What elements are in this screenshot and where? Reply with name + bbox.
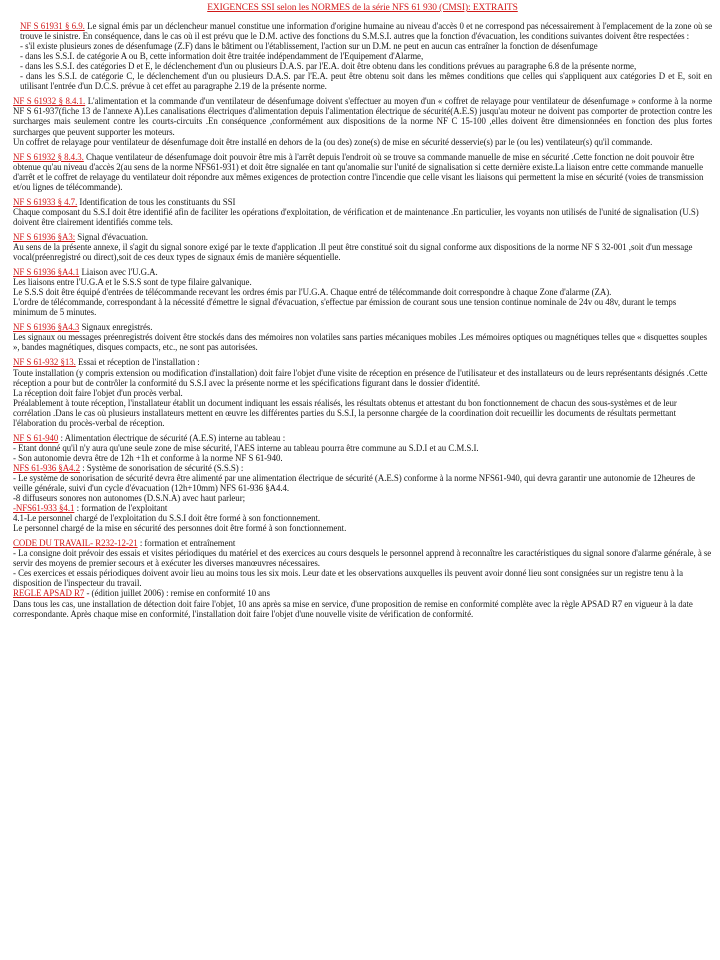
section-text: : formation de l'exploitant xyxy=(76,503,168,514)
section-text: Signaux enregistrés. xyxy=(81,322,153,333)
subsection-heading xyxy=(13,503,712,513)
section-body xyxy=(13,433,712,443)
section-body xyxy=(13,357,712,367)
list-item: - s'il existe plusieurs zones de désenfumage (Z.F) dans le bâtiment ou l'établissement, l'action sur un D.M. ne peut en aucun cas entraîner la fonction de désenfumage xyxy=(20,41,598,52)
section-extra: Au sens de la présente annexe, il s'agit du signal sonore exigé par le texte d'application .Il peut être constitué soit du signal conforme aux dispositions de la norme NF S 32-001 ,soit d'un message vocal(préenregistré ou direct),soit de ces deux types de signaux émis de manière séquentielle. xyxy=(13,241,693,263)
norm-reference: NF S 61933 § 4.7. xyxy=(13,196,78,207)
norm-reference: NF S 61932 § 8.4.3. xyxy=(13,151,84,162)
section-text: Liaison avec l'U.G.A. xyxy=(81,267,158,278)
list-item: Le S.S.S doit être équipé d'entrées de télécommande recevant les ordres émis par l'U.G.A. Chaque entré de télécommande doit correspondre à chaque Zone d'alarme (ZA). xyxy=(13,287,612,298)
section-nfs61933-4-7 xyxy=(13,197,712,227)
section-nfs61940 xyxy=(13,433,712,533)
list-item: -8 diffuseurs sonores non autonomes (D.S.N.A) avec haut parleur; xyxy=(13,493,246,504)
list-item: - Son autonomie devra être de 12h +1h et conforme à la norme NF S 61-940. xyxy=(13,452,283,463)
list-item: Les liaisons entre l'U.G.A et le S.S.S sont de type filaire galvanique. xyxy=(13,277,252,288)
section-text: Chaque ventilateur de désenfumage doit pouvoir être mis à l'arrêt depuis l'endroit où se trouve sa commande manuelle de mise en sécurité .Cette fonction ne doit pouvoir être obtenue qu'au niveau d'accès 2(au sens de la norme NFS61-931) et doit être signalée en tant qu'anomalie sur l'unité de signalisation si cette dernière existe.La liaison entre cette commande manuelle d'arrêt et le coffret de relayage du ventilateur doit répondre aux mêmes exigences de protection contre l'incendie que celle visant les liaisons qui permettent la mise en sécurité (voies de transmission et/ou lignes de télécommande). xyxy=(13,151,704,192)
norm-reference: NF S 61936 §A3: xyxy=(13,231,76,242)
section-text: L'alimentation et la commande d'un ventilateur de désenfumage doivent s'effectuer au moyen d'un « coffret de relayage pour ventilateur de désenfumage » conforme à la norme NF S 61-937(fiche 13 de l'annexe A).Les canalisations électriques d'alimentation depuis l'alimentation électrique de sécurité(A.E.S) jusqu'au moteur ne doivent pas comporter de protection contre les surcharges mais seulement contre les courts-circuits .En conséquence ,conformément aux dispositions de la norme NF C 15-100 ,elles doivent être dimensionnées en fonction des plus fortes surcharges que peuvent supporter les moteurs. xyxy=(13,96,712,137)
section-text: Identification de tous les constituants du SSI xyxy=(79,196,236,207)
norm-reference: NF S 61936 §A4.1 xyxy=(13,267,80,278)
section-body xyxy=(13,96,712,136)
list-item: - dans les S.S.I. des catégories D et E, le déclenchement d'un ou plusieurs D.A.S. par l'E.A. doit être obtenu dans les conditions prévues au paragraphe 6.8 de la présente norme, xyxy=(20,61,637,72)
list-item: 4.1-Le personnel chargé de l'exploitation du S.S.I doit être formé à son fonctionnement. xyxy=(13,513,321,524)
list-item: La réception doit faire l'objet d'un procès verbal. xyxy=(13,387,183,398)
norm-reference: NFS 61-936 §A4.2 xyxy=(13,462,81,473)
list-item: - dans les S.S.I. de catégorie C, le déclenchement d'un ou plusieurs D.A.S. par l'E.A. peut être obtenu soit dans les mêmes conditions que celles qui s'appliquent aux catégories D et E, soit en utilisant l'entrée d'un D.C.S. prévue à cet effet au paragraphe 2.19 de la présente norme. xyxy=(20,71,712,92)
norm-reference: NF S 61936 §A4.3 xyxy=(13,322,80,333)
list-item: - Etant donné qu'il n'y aura qu'une seule zone de mise sécurité, l'AES interne au tableau pourra être commune au S.D.I et au C.M.S.I. xyxy=(13,442,479,453)
list-item: L'ordre de télécommande, correspondant à la nécessité d'émettre le signal d'évacuation, s'effectue par émission de courant sous une tension continue nominale de 24v ou 48v, durant le temps minimum de 5 minutes. xyxy=(13,297,677,318)
section-extra: Les signaux ou messages préenregistrés doivent être stockés dans des mémoires non volatiles sans parties mécaniques mobiles .Les mémoires optiques ou magnétiques telles que « disquettes souples », bandes magnétiques, disques compacts, etc., ne sont pas autorisées. xyxy=(13,332,708,353)
section-text: : Alimentation électrique de sécurité (A.E.S) interne au tableau : xyxy=(60,432,286,443)
section-text: : Système de sonorisation de sécurité (S.S.S) : xyxy=(82,462,244,473)
section-nfs61932-13 xyxy=(13,357,712,427)
norm-reference: NF S 61931 § 6.9. xyxy=(20,21,85,32)
section-body xyxy=(13,232,712,242)
section-text: - (édition juillet 2006) : remise en conformité 10 ans xyxy=(86,588,270,599)
section-extra: Un coffret de relayage pour ventilateur de désenfumage doit être installé en dehors de la (ou des) zone(s) de mise en sécurité desservie(s) par le (ou les) ventilateur(s) qu'il commande. xyxy=(13,136,653,147)
section-body xyxy=(13,267,712,277)
norm-reference: NF S 61-940 xyxy=(13,432,59,443)
section-body xyxy=(13,538,712,548)
norm-reference: NF S 61932 § 8.4.1. xyxy=(13,96,86,107)
section-body xyxy=(13,322,712,332)
section-nfs61931-6-9 xyxy=(13,21,712,91)
page-title: EXIGENCES SSI selon les NORMES de la série NFS 61 930 (CMSI): EXTRAITS xyxy=(207,3,518,13)
section-body xyxy=(13,197,712,207)
section-text: Signal d'évacuation. xyxy=(77,231,148,242)
list-item: Le personnel chargé de la mise en sécurité des personnes doit être formé à son fonctionnement. xyxy=(13,523,347,534)
section-nfs61932-8-4-3 xyxy=(13,152,712,192)
list-item: Dans tous les cas, une installation de détection doit faire l'objet, 10 ans après sa mise en service, d'une proposition de remise en conformité complète avec la règle APSAD R7 en vigueur à la date correspondante. Après chaque mise en conformité, l'installation doit faire l'objet d'une nouvelle visite de vérification de conformité. xyxy=(13,598,693,619)
list-item: - La consigne doit prévoir des essais et visites périodiques du matériel et des exercices au cours desquels le personnel apprend à reconnaître les caractéristiques du signal sonore d'alarme générale, à se servir des moyens de premier secours et à exécuter les diverses manœuvres nécessaires. xyxy=(13,548,712,569)
section-nfs61936-a3 xyxy=(13,232,712,262)
section-body xyxy=(13,21,712,41)
section-nfs61932-8-4-1 xyxy=(13,96,712,146)
list-item: - dans les S.S.I. de catégorie A ou B, cette information doit être traitée indépendamment de l'Equipement d'Alarme, xyxy=(20,51,424,62)
section-text: : formation et entraînement xyxy=(139,538,236,549)
norm-reference: -NFS61-933 §4.1 xyxy=(13,503,75,514)
list-item: - Ces exercices et essais périodiques doivent avoir lieu au moins tous les six mois. Leur date et les observations auxquelles ils peuvent avoir donné lieu sont consignées sur un registre tenu à la disposition de l'inspecteur du travail. xyxy=(13,568,683,589)
section-body xyxy=(13,152,712,192)
section-nfs61936-a4-3 xyxy=(13,322,712,352)
section-extra: Chaque composant du S.S.I doit être identifié afin de faciliter les opérations d'exploitation, de vérification et de maintenance .En particulier, les voyants non utilisés de l'unité de signalisation (U.S) doivent être clairement identifiés comme tels. xyxy=(13,206,699,227)
section-code-du-travail xyxy=(13,538,712,618)
section-nfs61936-a4-1 xyxy=(13,267,712,317)
section-text: Le signal émis par un déclencheur manuel constitue une information d'origine humaine au niveau d'accès 0 et ne correspond pas nécessairement à l'emplacement de la zone où se trouve le sinistre. En conséquence, dans le cas où il est prévu que le D.M. active des fonctions du S.M.S.I. autres que la fonction d'évacuation, les conditions suivantes doivent être respectées : xyxy=(20,21,713,42)
list-item: Préalablement à toute réception, l'installateur établit un document indiquant les essais réalisés, les résultats obtenus et attestant du bon fonctionnement de chacun des sous-systèmes et de leur corrélation .Dans le cas où plusieurs installateurs mettent en œuvre les différentes parties du S.S.I, la personne chargée de la coordination doit recueillir les documents de résultats permettant l'élaboration du procès-verbal de réception. xyxy=(13,397,677,428)
norm-reference: CODE DU TRAVAIL- R232-12-21 xyxy=(13,538,138,549)
subsection-heading xyxy=(13,588,712,598)
norm-reference: NF S 61-932 §13. xyxy=(13,357,76,368)
section-text: Essai et réception de l'installation : xyxy=(77,357,200,368)
norm-reference: REGLE APSAD R7 xyxy=(13,588,85,599)
list-item: Toute installation (y compris extension ou modification d'installation) doit faire l'objet d'une visite de réception en présence de l'utilisateur et des installateurs ou de leurs représentants désignés .Cette réception a pour but de contrôler la conformité du S.S.I avec la présente norme et les spécifications figurant dans le dossier d'identité. xyxy=(13,367,708,388)
subsection-heading xyxy=(13,463,712,473)
list-item: - Le système de sonorisation de sécurité devra être alimenté par une alimentation électrique de sécurité (A.E.S) conforme à la norme NFS61-940, qui devra garantir une autonomie de 12heures de veille générale, suivi d'un cycle d'évacuation (12h+10mm) NFS 61-936 §A4.4. xyxy=(13,472,695,494)
